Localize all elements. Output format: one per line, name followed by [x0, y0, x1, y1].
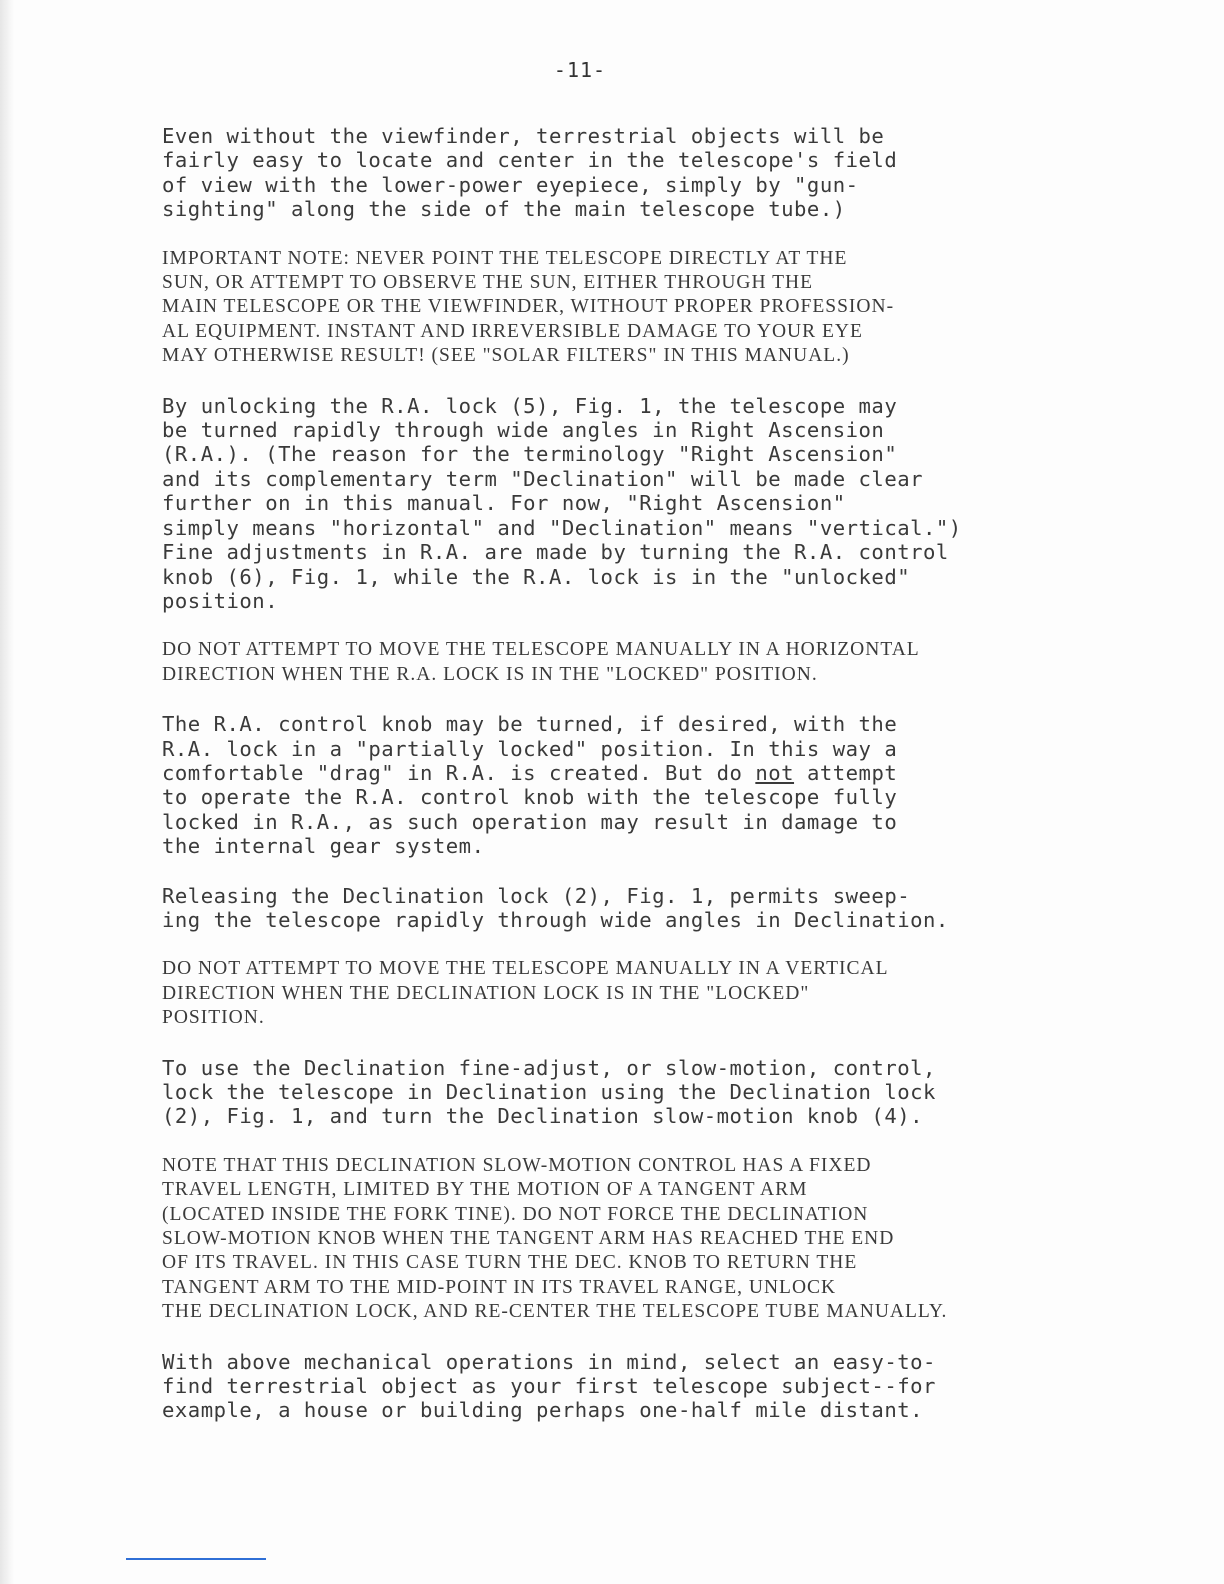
text-line: (2), Fig. 1, and turn the Declination slow-motion knob (4).	[162, 1104, 924, 1129]
text-line: position.	[162, 588, 279, 613]
text-line: sighting" along the side of the main telescope tube.)	[162, 197, 846, 222]
paragraph-first-subject	[162, 1350, 1202, 1423]
page-number: -11-	[553, 58, 607, 82]
text-line: SLOW-MOTION KNOB WHEN THE TANGENT ARM HAS REACHED THE END	[162, 1228, 895, 1250]
text-line: POSITION.	[162, 1007, 265, 1029]
page-edge-shadow	[0, 0, 14, 1584]
text-line: By unlocking the R.A. lock (5), Fig. 1, the telescope may	[162, 393, 898, 418]
body-text	[162, 124, 1202, 1448]
text-line: be turned rapidly through wide angles in Right Ascension	[162, 418, 885, 443]
paragraph-viewfinder	[162, 124, 1202, 222]
text-line: IMPORTANT NOTE: NEVER POINT THE TELESCOPE DIRECTLY AT THE	[162, 247, 848, 269]
paragraph-vertical-warning	[162, 957, 1202, 1030]
text-line: of view with the lower-power eyepiece, simply by "gun-	[162, 172, 859, 197]
text-line: The R.A. control knob may be turned, if desired, with the	[162, 712, 898, 737]
text-line: Even without the viewfinder, terrestrial objects will be	[162, 124, 885, 148]
paragraph-horizontal-warning	[162, 638, 1202, 687]
text-line: To use the Declination fine-adjust, or slow-motion, control,	[162, 1055, 936, 1080]
text-line: ing the telescope rapidly through wide angles in Declination.	[162, 907, 949, 932]
text-line: comfortable "drag" in R.A. is created. But do not attempt	[162, 760, 898, 785]
paragraph-ra-control-knob	[162, 712, 1202, 858]
text-line: knob (6), Fig. 1, while the R.A. lock is in the "unlocked"	[162, 564, 911, 589]
paragraph-declination-lock	[162, 884, 1202, 933]
text-line: DO NOT ATTEMPT TO MOVE THE TELESCOPE MANUALLY IN A VERTICAL	[162, 958, 889, 980]
text-line: DO NOT ATTEMPT TO MOVE THE TELESCOPE MANUALLY IN A HORIZONTAL	[162, 639, 920, 661]
text-line: TANGENT ARM TO THE MID-POINT IN ITS TRAVEL RANGE, UNLOCK	[162, 1276, 837, 1298]
text-line: DIRECTION WHEN THE R.A. LOCK IS IN THE "LOCKED" POSITION.	[162, 663, 818, 685]
text-line: to operate the R.A. control knob with the telescope fully	[162, 785, 898, 810]
text-line: SUN, OR ATTEMPT TO OBSERVE THE SUN, EITHER THROUGH THE	[162, 272, 814, 294]
text-line: MAY OTHERWISE RESULT! (SEE "SOLAR FILTERS" IN THIS MANUAL.)	[162, 345, 850, 367]
text-line: With above mechanical operations in mind, select an easy-to-	[162, 1349, 936, 1374]
text-line: NOTE THAT THIS DECLINATION SLOW-MOTION CONTROL HAS A FIXED	[162, 1154, 872, 1176]
text-line: fairly easy to locate and center in the telescope's field	[162, 148, 898, 173]
emphasis-not: not	[755, 760, 795, 785]
text-line: THE DECLINATION LOCK, AND RE-CENTER THE TELESCOPE TUBE MANUALLY.	[162, 1301, 948, 1323]
text-line: lock the telescope in Declination using the Declination lock	[162, 1080, 936, 1104]
paragraph-ra-lock	[162, 394, 1202, 614]
text-line: locked in R.A., as such operation may result in damage to	[162, 809, 898, 834]
text-line: and its complementary term "Declination" will be made clear	[162, 466, 924, 491]
text-line: Fine adjustments in R.A. are made by turning the R.A. control	[162, 540, 949, 565]
paragraph-important-note	[162, 247, 1202, 369]
text-line: find terrestrial object as your first telescope subject--for	[162, 1374, 936, 1399]
text-line: (LOCATED INSIDE THE FORK TINE). DO NOT FORCE THE DECLINATION	[162, 1203, 869, 1225]
text-line: example, a house or building perhaps one-half mile distant.	[162, 1398, 924, 1423]
text-line: (R.A.). (The reason for the terminology "Right Ascension"	[162, 442, 898, 467]
text-line: OF ITS TRAVEL. IN THIS CASE TURN THE DEC. KNOB TO RETURN THE	[162, 1252, 858, 1274]
text-line: further on in this manual. For now, "Right Ascension"	[162, 491, 846, 516]
text-line: R.A. lock in a "partially locked" position. In this way a	[162, 736, 898, 761]
text-line: MAIN TELESCOPE OR THE VIEWFINDER, WITHOUT PROPER PROFESSION-	[162, 296, 895, 318]
text-line: the internal gear system.	[162, 834, 485, 859]
text-line: AL EQUIPMENT. INSTANT AND IRREVERSIBLE DAMAGE TO YOUR EYE	[162, 320, 863, 342]
text-line: simply means "horizontal" and "Declination" means "vertical.")	[162, 515, 962, 540]
footnote-rule	[126, 1558, 266, 1560]
text-line: Releasing the Declination lock (2), Fig. 1, permits sweep-	[162, 883, 911, 908]
text-line: DIRECTION WHEN THE DECLINATION LOCK IS IN THE "LOCKED"	[162, 982, 810, 1004]
paragraph-slow-motion-note	[162, 1154, 1202, 1325]
paragraph-declination-fine-adjust	[162, 1056, 1202, 1129]
text-line: TRAVEL LENGTH, LIMITED BY THE MOTION OF A TANGENT ARM	[162, 1179, 808, 1201]
